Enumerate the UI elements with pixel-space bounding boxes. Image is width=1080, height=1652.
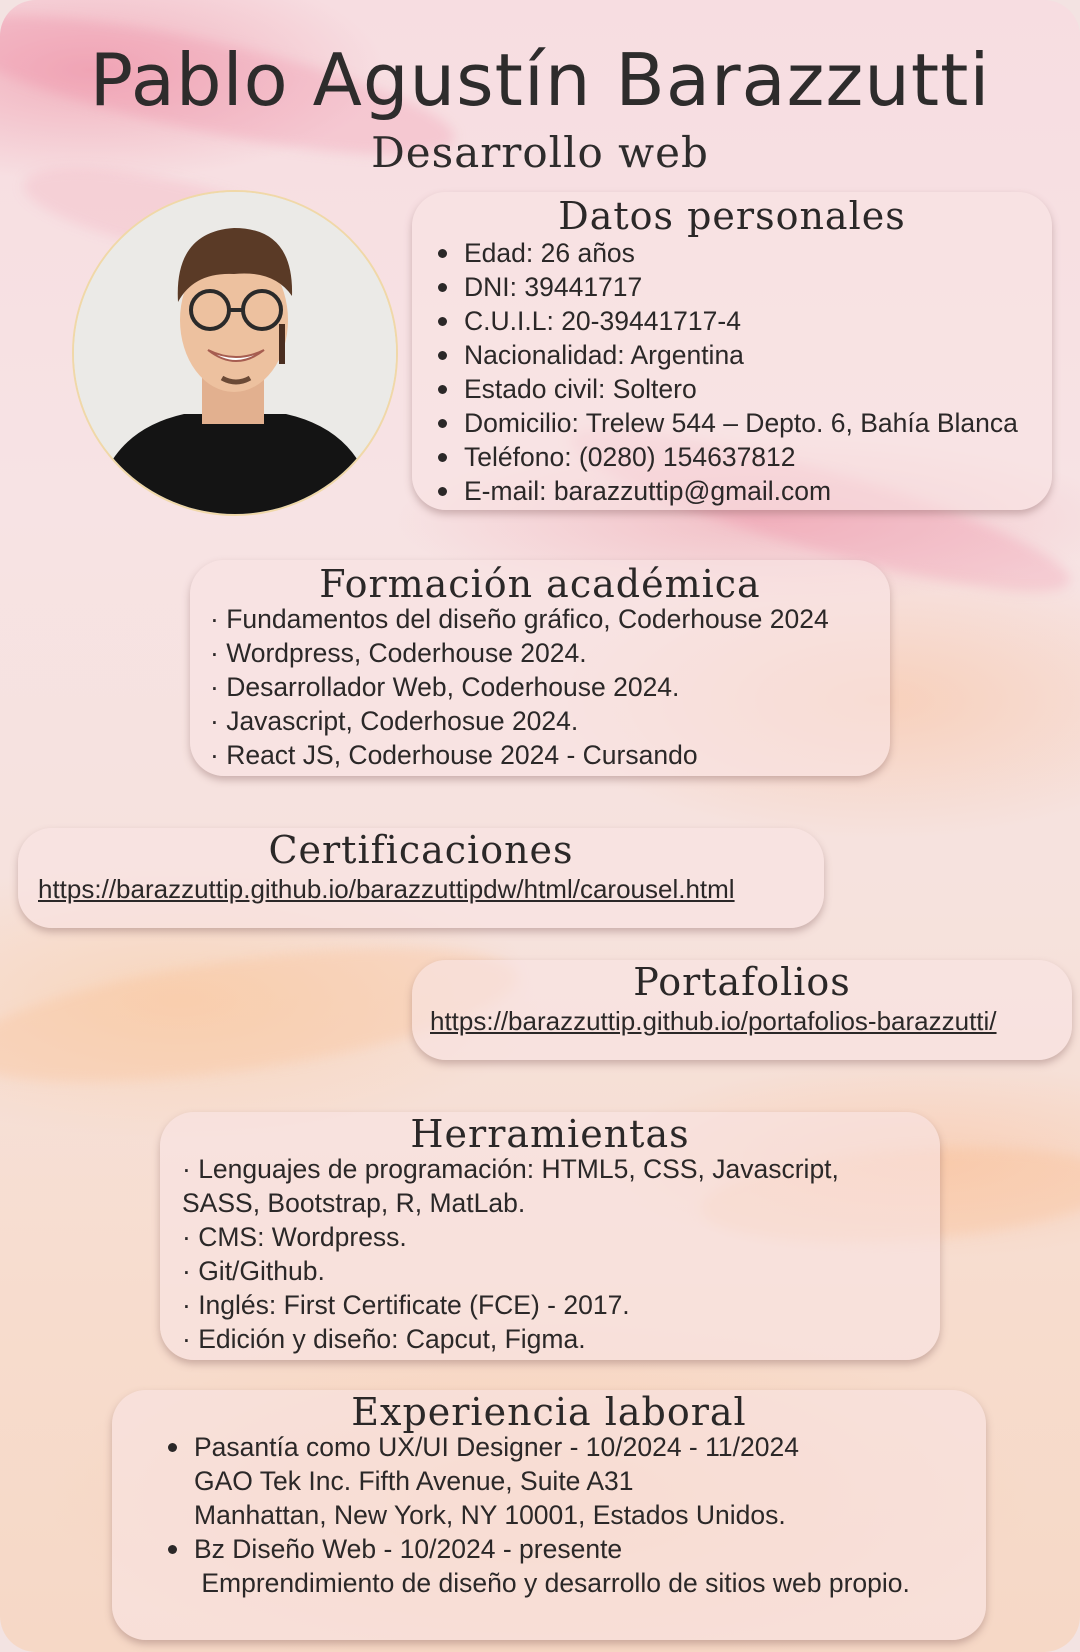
portfolio-link[interactable]: https://barazzuttip.github.io/portafolios-barazzutti/ [430, 1006, 997, 1036]
education-item: · Javascript, Coderhosue 2024. [210, 704, 890, 738]
experience-list [112, 1430, 986, 1600]
personal-civil-status: Estado civil: Soltero [424, 372, 1052, 406]
personal-data-list [412, 236, 1052, 508]
tools-item: · Edición y diseño: Capcut, Figma. [182, 1322, 900, 1356]
page-title: Pablo Agustín Barazzutti [89, 38, 991, 122]
experience-headline: Bz Diseño Web - 10/2024 - presente [194, 1534, 623, 1564]
tools-list [160, 1152, 940, 1356]
tools-item: · Lenguajes de programación: HTML5, CSS, Javascript, SASS, Bootstrap, R, MatLab. [182, 1152, 900, 1220]
experience-detail: Emprendimiento de diseño y desarrollo de sitios web propio. [194, 1568, 910, 1598]
portfolio-title: Portafolios [633, 960, 851, 1004]
personal-data-card [412, 192, 1052, 510]
personal-data-title: Datos personales [558, 194, 906, 238]
education-item: · Fundamentos del diseño gráfico, Coderhouse 2024 [210, 602, 890, 636]
experience-item [154, 1532, 986, 1600]
experience-item [154, 1430, 986, 1532]
personal-cuil: C.U.I.L: 20-39441717-4 [424, 304, 1052, 338]
tools-item: · CMS: Wordpress. [182, 1220, 900, 1254]
experience-card [112, 1390, 986, 1640]
portfolio-card [412, 960, 1072, 1060]
personal-address: Domicilio: Trelew 544 – Depto. 6, Bahía Blanca [424, 406, 1052, 440]
education-item: · Wordpress, Coderhouse 2024. [210, 636, 890, 670]
personal-email: E-mail: barazzuttip@gmail.com [424, 474, 1052, 508]
experience-detail: Manhattan, New York, NY 10001, Estados Unidos. [194, 1500, 786, 1530]
personal-nationality: Nacionalidad: Argentina [424, 338, 1052, 372]
profile-photo [72, 190, 398, 516]
page-subtitle: Desarrollo web [371, 128, 709, 177]
personal-phone: Teléfono: (0280) 154637812 [424, 440, 1052, 474]
certifications-link[interactable]: https://barazzuttip.github.io/barazzuttipdw/html/carousel.html [38, 874, 735, 904]
education-list [190, 602, 890, 772]
experience-title: Experiencia laboral [351, 1390, 747, 1434]
education-card [190, 560, 890, 776]
tools-item: · Inglés: First Certificate (FCE) - 2017. [182, 1288, 900, 1322]
certifications-title: Certificaciones [268, 828, 574, 872]
tools-item: · Git/Github. [182, 1254, 900, 1288]
education-item: · React JS, Coderhouse 2024 - Cursando [210, 738, 890, 772]
education-title: Formación académica [319, 562, 761, 606]
education-item: · Desarrollador Web, Coderhouse 2024. [210, 670, 890, 704]
tools-title: Herramientas [410, 1112, 690, 1156]
experience-detail: GAO Tek Inc. Fifth Avenue, Suite A31 [194, 1466, 634, 1496]
tools-card [160, 1112, 940, 1360]
personal-age: Edad: 26 años [424, 236, 1052, 270]
experience-headline: Pasantía como UX/UI Designer - 10/2024 - 11/2024 [194, 1432, 799, 1462]
personal-dni: DNI: 39441717 [424, 270, 1052, 304]
certifications-card [18, 828, 824, 928]
